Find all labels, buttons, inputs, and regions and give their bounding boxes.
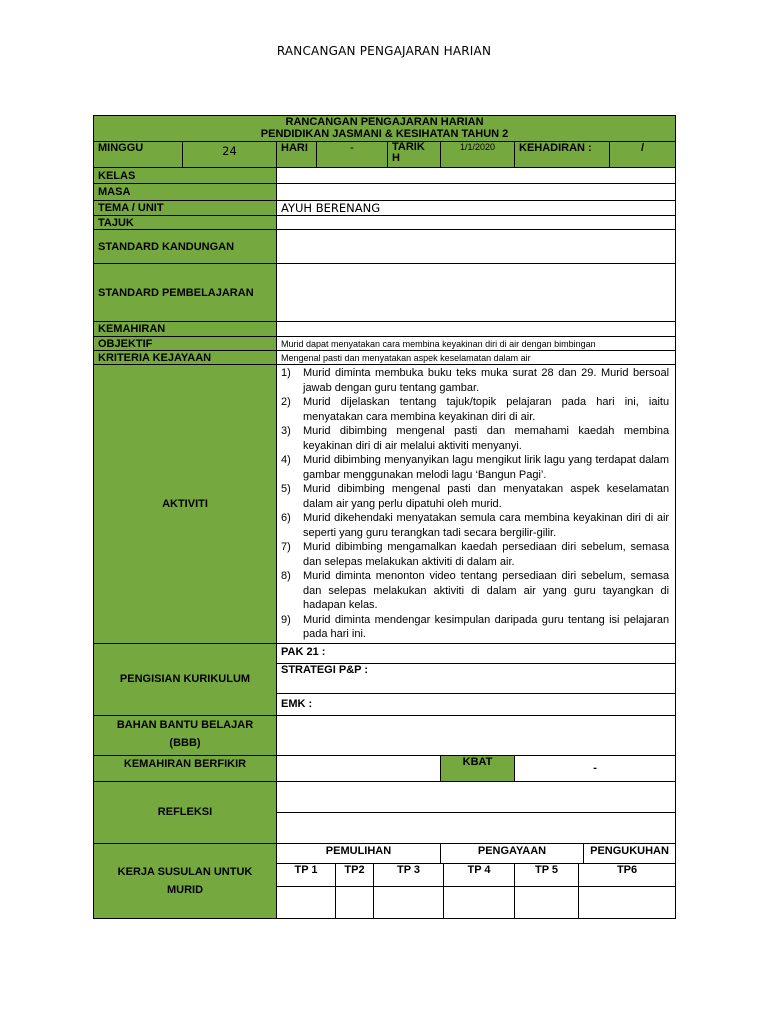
aktiviti-item (281, 613, 669, 642)
aktiviti-item (281, 482, 669, 511)
tp-row-a (277, 863, 515, 886)
susulan-line-2: MURID (166, 883, 204, 896)
masa-value (277, 184, 676, 201)
tarikh-label-1: TARIK (392, 141, 425, 153)
kbat-value: - (515, 755, 676, 781)
tp2-header: TP2 (336, 864, 374, 886)
aktiviti-item-number: 3) (281, 425, 291, 437)
aktiviti-item-number: 8) (281, 570, 291, 582)
pemulihan-header: PEMULIHAN (277, 843, 441, 863)
aktiviti-item-text: Murid diminta mendengar kesimpulan daripada guru tentang isi pelajaran pada hari ini. (303, 613, 670, 640)
pengisian-kurikulum-label: PENGISIAN KURIKULUM (94, 643, 277, 715)
kriteria-label: KRITERIA KEJAYAAN (94, 351, 277, 365)
tp-row-b (515, 863, 676, 886)
kemahiran-label: KEMAHIRAN (94, 322, 277, 337)
minggu-value: 24 (183, 142, 277, 168)
document-title: RANCANGAN PENGAJARAN HARIAN (276, 44, 492, 58)
hari-label: HARI (277, 142, 317, 168)
tp-blank-inner-a (277, 887, 514, 918)
aktiviti-content (277, 365, 676, 644)
aktiviti-item-number: 9) (281, 613, 291, 626)
tp2-cell (336, 887, 374, 918)
masa-label: MASA (94, 184, 277, 201)
kemahiran-berfikir-value (277, 755, 441, 781)
tp3-header: TP 3 (374, 864, 444, 886)
tp4-cell (444, 887, 515, 918)
kbat-label: KBAT (441, 755, 515, 781)
aktiviti-item (281, 424, 669, 453)
standard-kandungan-value (277, 230, 676, 264)
tp3-cell (374, 887, 444, 918)
strategi-field: STRATEGI P&P : (277, 663, 676, 693)
aktiviti-label: AKTIVITI (94, 365, 277, 644)
emk-field: EMK : (277, 693, 676, 715)
kehadiran-label: KEHADIRAN : (515, 142, 610, 168)
bbb-value (277, 715, 676, 755)
tp1-cell (277, 887, 336, 918)
tema-value: AYUH BERENANG (277, 201, 676, 216)
tp1-header: TP 1 (277, 864, 336, 886)
refleksi-label: REFLEKSI (94, 781, 277, 843)
tp6-cell (579, 887, 676, 918)
tarikh-label-2: H (392, 152, 400, 164)
aktiviti-item-number: 1) (281, 367, 291, 379)
aktiviti-item (281, 511, 669, 540)
objektif-label: OBJEKTIF (94, 337, 277, 351)
aktiviti-item-number: 6) (281, 512, 291, 524)
kemahiran-value (277, 322, 676, 337)
pengukuhan-header: PENGUKUHAN (584, 843, 676, 863)
kemahiran-berfikir-label: KEMAHIRAN BERFIKIR (94, 755, 277, 781)
tp-blank-b (515, 886, 676, 918)
bbb-line-2: (BBB) (169, 736, 201, 749)
tema-label: TEMA / UNIT (94, 201, 277, 216)
tp6-header: TP6 (579, 864, 676, 886)
tarikh-label (388, 142, 441, 168)
tp-blank-inner-b (515, 887, 675, 918)
aktiviti-item-text: Murid dibimbing mengamalkan kaedah persediaan diri sebelum, semasa dan selepas melakukan aktiviti di dalam air. (303, 541, 670, 568)
header-line-1: RANCANGAN PENGAJARAN HARIAN (285, 116, 484, 128)
kelas-label: KELAS (94, 168, 277, 184)
refleksi-value-1 (277, 781, 676, 812)
tarikh-value: 1/1/2020 (441, 142, 515, 168)
susulan-line-1: KERJA SUSULAN UNTUK (117, 865, 253, 878)
standard-pembelajaran-value (277, 264, 676, 322)
minggu-label: MINGGU (94, 142, 183, 168)
aktiviti-list (281, 366, 669, 642)
aktiviti-item (281, 395, 669, 424)
aktiviti-item-text: Murid diminta membuka buku teks muka surat 28 dan 29. Murid bersoal jawab dengan guru tentang gambar. (303, 367, 670, 394)
aktiviti-item-number: 5) (281, 483, 291, 495)
refleksi-value-2 (277, 812, 676, 843)
tp5-header: TP 5 (515, 864, 579, 886)
tajuk-label: TAJUK (94, 216, 277, 230)
aktiviti-item (281, 569, 669, 613)
lesson-plan-table (93, 115, 676, 919)
tajuk-value (277, 216, 676, 230)
kerja-susulan-label (94, 843, 277, 918)
bbb-label (94, 715, 277, 755)
aktiviti-item-text: Murid dibimbing menyanyikan lagu mengikut lirik lagu yang terdapat dalam gambar menggunakan melodi lagu ‘Bangun Pagi’. (303, 454, 670, 481)
objektif-value: Murid dapat menyatakan cara membina keyakinan diri di air dengan bimbingan (277, 337, 676, 351)
aktiviti-item (281, 453, 669, 482)
tp-inner-a (277, 864, 514, 886)
standard-pembelajaran-label: STANDARD PEMBELAJARAN (94, 264, 277, 322)
tp-inner-b (515, 864, 675, 886)
standard-kandungan-label: STANDARD KANDUNGAN (94, 230, 277, 264)
aktiviti-item-text: Murid diminta menonton video tentang persediaan diri sebelum, semasa dan selepas melakukan aktiviti di dalam air yang guru tayangkan di hadapan kelas. (303, 570, 670, 611)
aktiviti-item (281, 540, 669, 569)
kehadiran-value: / (610, 142, 676, 168)
aktiviti-item-text: Murid dijelaskan tentang tajuk/topik pelajaran pada hari ini, iaitu menyatakan cara membina keyakinan diri di air. (303, 396, 670, 423)
table-header (94, 116, 676, 142)
tp5-cell (515, 887, 579, 918)
tp-blank-a (277, 886, 515, 918)
tp4-header: TP 4 (444, 864, 515, 886)
aktiviti-item-number: 7) (281, 541, 291, 553)
kelas-value (277, 168, 676, 184)
aktiviti-item-text: Murid dibimbing mengenal pasti dan menyatakan aspek keselamatan dalam air yang perlu dipatuhi oleh murid. (303, 483, 670, 510)
pengayaan-header: PENGAYAAN (441, 843, 584, 863)
aktiviti-item-text: Murid dibimbing mengenal pasti dan memahami kaedah membina keyakinan diri di air melalui aktiviti menyanyi. (303, 425, 670, 452)
pak21-field: PAK 21 : (277, 643, 676, 663)
header-line-2: PENDIDIKAN JASMANI & KESIHATAN TAHUN 2 (260, 128, 509, 140)
aktiviti-item-text: Murid dikehendaki menyatakan semula cara membina keyakinan diri di air seperti yang guru terangkan tadi secara bergilir-gilir. (303, 512, 670, 539)
aktiviti-item-number: 4) (281, 454, 291, 466)
kriteria-value: Mengenal pasti dan menyatakan aspek keselamatan dalam air (277, 351, 676, 365)
aktiviti-item (281, 366, 669, 395)
aktiviti-item-number: 2) (281, 396, 291, 408)
bbb-line-1: BAHAN BANTU BELAJAR (116, 718, 254, 731)
hari-value: - (317, 142, 388, 168)
